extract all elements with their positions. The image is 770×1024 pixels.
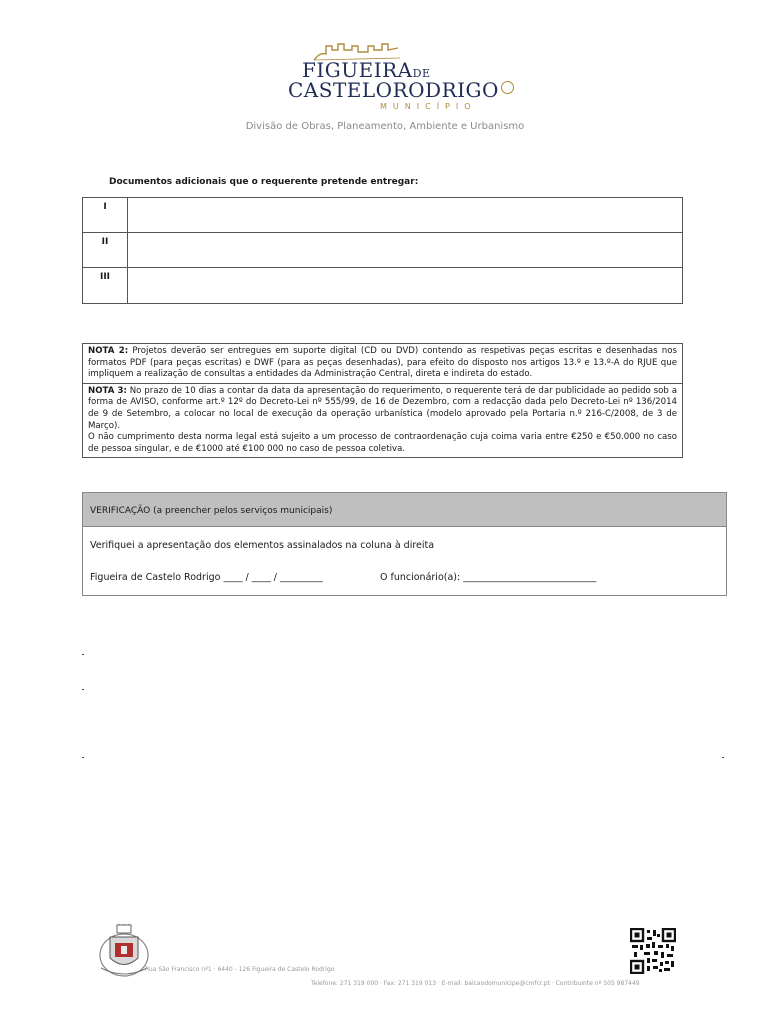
document-row[interactable] (83, 233, 682, 268)
footer-contacts: Telefone: 271 319 000 · Fax: 271 319 013 · E-mail: balcaodomunicipe@cmfcr.pt · Contribuinte nº 505 987449 (311, 980, 640, 987)
logo-line-1: FIGUEIRADE (302, 58, 431, 82)
verification-statement: Verifiquei a apresentação dos elementos assinalados na coluna à direita (90, 540, 435, 551)
note-label: NOTA 2: (88, 346, 129, 356)
notes-box (82, 343, 683, 458)
note-text: No prazo de 10 dias a contar da data da apresentação do requerimento, o requerente terá de dar publicidade ao pedido sob a forma de AVISO, conforme art.º 12º do Decreto-Lei nº 555/99, de 16 de Dezembro, com a redacção dada pelo Decreto-Lei nº 136/2014 de 9 de Setembro, a colocar no local de execução da operação urbanística (modelo aprovado pela Portaria n.º 216-C/2008, de 3 de Março). (88, 385, 677, 431)
division-name: Divisão de Obras, Planeamento, Ambiente e Urbanismo (245, 121, 525, 132)
note-2 (83, 344, 682, 383)
verification-box (82, 492, 727, 596)
document-row-number: I (83, 198, 128, 232)
document-row-number: III (83, 268, 128, 303)
note-text-continued: O não cumprimento desta norma legal está sujeito a um processo de contraordenação cuja coima varia entre €250 e €50.000 no caso de pessoa singular, e de €1000 até €100 000 no caso de pessoa coletiva. (88, 432, 677, 454)
municipality-logo (280, 40, 499, 115)
stray-mark (82, 654, 84, 655)
qr-code-icon (630, 928, 676, 974)
document-row[interactable] (83, 268, 682, 303)
verification-date-field[interactable]: Figueira de Castelo Rodrigo ____ / ____ / _________ (90, 572, 323, 583)
stray-mark (82, 689, 84, 690)
stray-mark (722, 757, 724, 758)
verification-heading: VERIFICAÇÃO (a preencher pelos serviços municipais) (83, 493, 726, 527)
logo-line-2: CASTELORODRIGO (288, 78, 514, 102)
seal-icon (501, 81, 514, 94)
document-row-number: II (83, 233, 128, 267)
verification-officer-field[interactable]: O funcionário(a): ____________________________ (380, 572, 597, 583)
logo-line-3: MUNICÍPIO (380, 102, 477, 111)
note-label: NOTA 3: (88, 385, 127, 396)
documents-heading: Documentos adicionais que o requerente pretende entregar: (109, 177, 419, 187)
document-row[interactable] (83, 198, 682, 233)
note-3 (83, 383, 682, 458)
footer-address: Rua São Francisco nº1 · 6440 - 126 Figueira de Castelo Rodrigo (145, 966, 335, 973)
stray-mark (82, 757, 84, 758)
note-text: Projetos deverão ser entregues em suporte digital (CD ou DVD) contendo as respetivas peças escritas e desenhadas nos formatos PDF (para peças escritas) e DWF (para as peças desenhadas), para efeito do disposto nos artigos 13.º e 13.º-A do RJUE que impliquem a realização de consultas a entidades da Administração Central, direta e indireta do estado. (88, 346, 677, 380)
documents-table (82, 197, 683, 304)
